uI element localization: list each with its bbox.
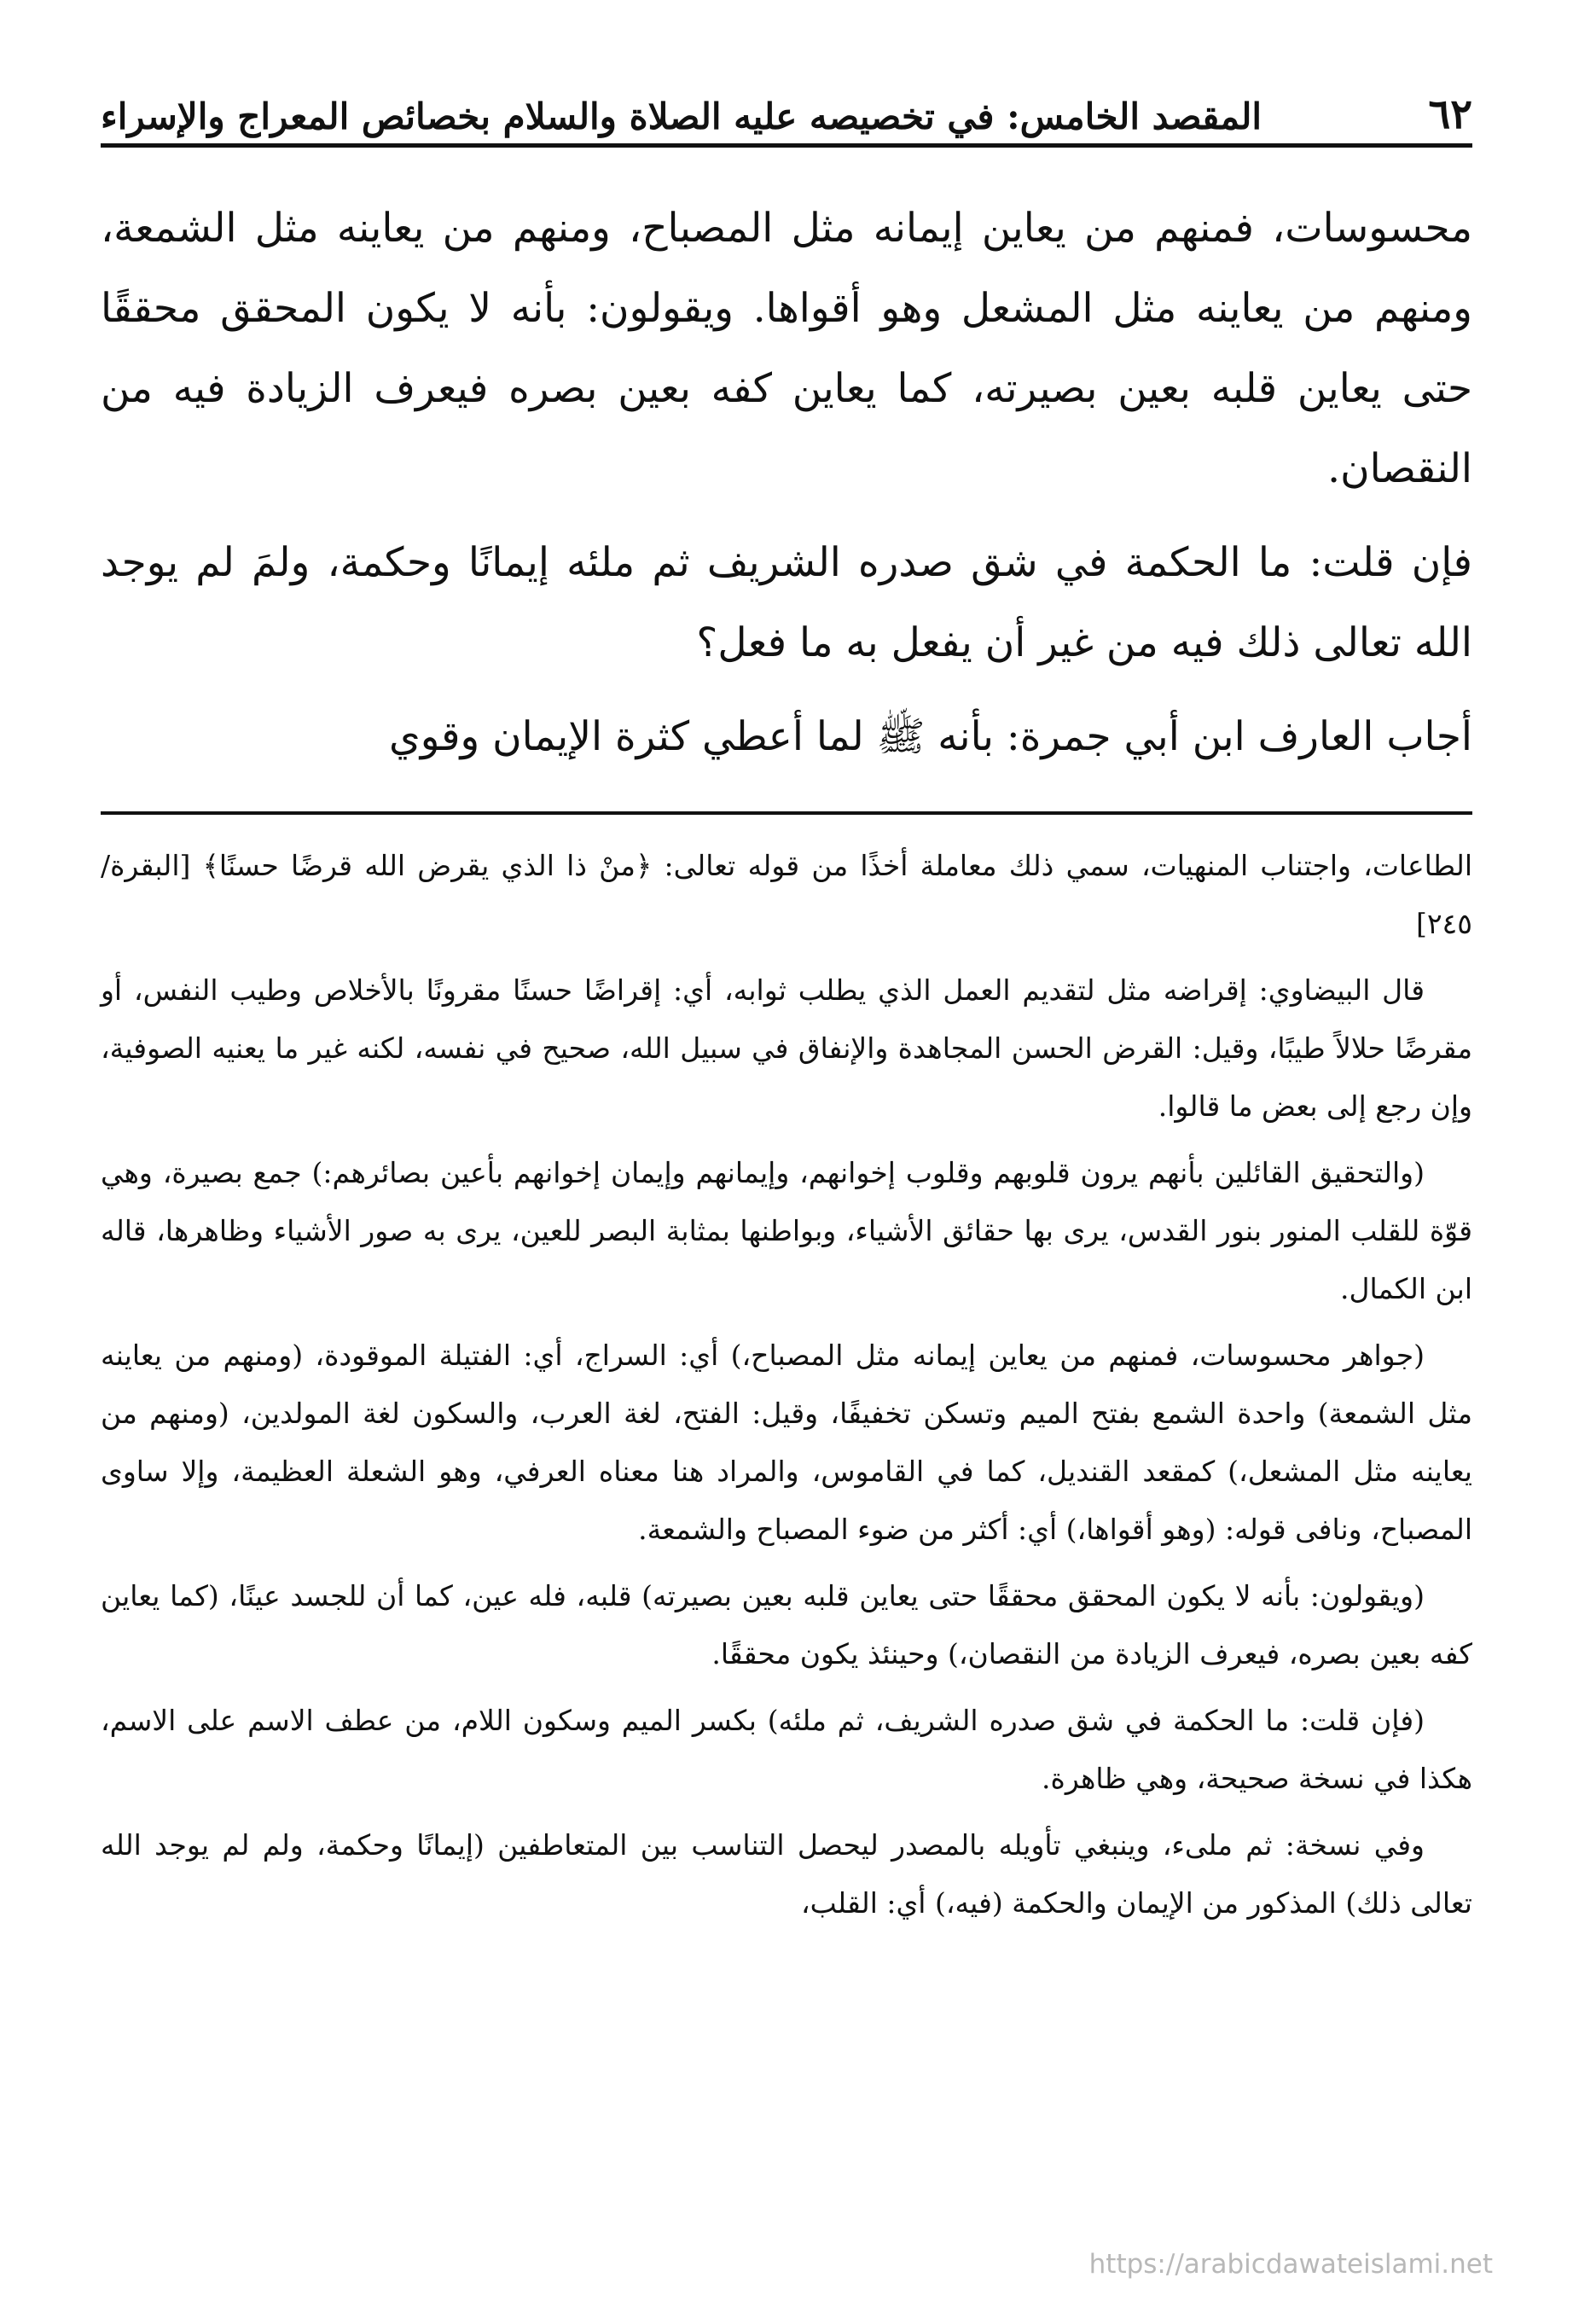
main-paragraph-2: فإن قلت: ما الحكمة في شق صدره الشريف ثم ملئه إيمانًا وحكمة، ولمَ لم يوجد الله تعالى ذلك فيه من غير أن يفعل به ما فعل؟ — [101, 539, 1473, 666]
main-paragraph-1: محسوسات، فمنهم من يعاين إيمانه مثل المصباح، ومنهم من يعاينه مثل الشمعة، ومنهم من يعاينه مثل المشعل وهو أقواها. ويقولون: بأنه لا يكون المحقق محققًا حتى يعاين قلبه بعين بصيرته، كما يعاين كفه بعين بصره فيعرف الزيادة فيه من النقصان. — [101, 205, 1472, 492]
footnote-paragraph-3: (والتحقيق القائلين بأنهم يرون قلوبهم وقلوب إخوانهم، وإيمانهم وإيمان إخوانهم بأعين بصائرهم:) جمع بصيرة، وهي قوّة للقلب المنور بنور القدس، يرى بها حقائق الأشياء، وبواطنها بمثابة البصر للعين، يرى به صور الأشياء وظاهرها، قاله ابن الكمال. — [101, 1156, 1472, 1305]
page-number: ٦٢ — [1428, 90, 1472, 138]
footnote-paragraph-7: وفي نسخة: ثم ملىء، وينبغي تأويله بالمصدر ليحصل التناسب بين المتعاطفين (إيمانًا وحكمة، ولم لم يوجد الله تعالى ذلك) المذكور من الإيمان والحكمة (فيه،) أي: القلب، — [101, 1828, 1472, 1920]
source-watermark: https://arabicdawateislami.net — [1088, 2249, 1493, 2280]
commentary-footnotes — [101, 837, 1472, 1932]
footnote-paragraph-5: (ويقولون: بأنه لا يكون المحقق محققًا حتى يعاين قلبه بعين بصيرته) قلبه، فله عين، كما أن للجسد عينًا، (كما يعاين كفه بعين بصره، فيعرف الزيادة من النقصان،) وحينئذ يكون محققًا. — [101, 1579, 1472, 1670]
running-header — [101, 82, 1472, 148]
main-paragraph-3: أجاب العارف ابن أبي جمرة: بأنه ﷺ لما أعطي كثرة الإيمان وقوي — [388, 713, 1472, 760]
footnote-paragraph-4: (جواهر محسوسات، فمنهم من يعاين إيمانه مثل المصباح،) أي: السراج، أي: الفتيلة الموقودة، (ومنهم من يعاينه مثل الشمعة) واحدة الشمع بفتح الميم وتسكن تخفيفًا، وقيل: الفتح، لغة العرب، والسكون لغة المولدين، (ومنهم من يعاينه مثل المشعل،) كمقعد القنديل، كما في القاموس، والمراد هنا معناه العرفي، وهو الشعلة العظيمة، وإلا ساوى المصباح، ونافى قوله: (وهو أقواها،) أي: أكثر من ضوء المصباح والشمعة. — [101, 1339, 1472, 1546]
footnote-paragraph-2: قال البيضاوي: إقراضه مثل لتقديم العمل الذي يطلب ثوابه، أي: إقراضًا حسنًا مقرونًا بالأخلاص وطيب النفس، أو مقرضًا حلالاً طيبًا، وقيل: القرض الحسن المجاهدة والإنفاق في سبيل الله، صحيح في نفسه، لكنه غير ما يعنيه الصوفية، وإن رجع إلى بعض ما قالوا. — [101, 973, 1472, 1123]
running-title: المقصد الخامس: في تخصيصه عليه الصلاة والسلام بخصائص المعراج والإسراء — [101, 96, 1262, 137]
book-page — [101, 82, 1472, 2266]
footnote-separator — [101, 811, 1472, 815]
footnote-paragraph-1: الطاعات، واجتناب المنهيات، سمي ذلك معاملة أخذًا من قوله تعالى: ﴿منْ ذا الذي يقرض الله قرضًا حسنًا﴾ [البقرة/٢٤٥] — [101, 849, 1472, 940]
footnote-paragraph-6: (فإن قلت: ما الحكمة في شق صدره الشريف، ثم ملئه) بكسر الميم وسكون اللام، من عطف الاسم على الاسم، هكذا في نسخة صحيحة، وهي ظاهرة. — [101, 1704, 1472, 1795]
main-text — [101, 189, 1472, 777]
